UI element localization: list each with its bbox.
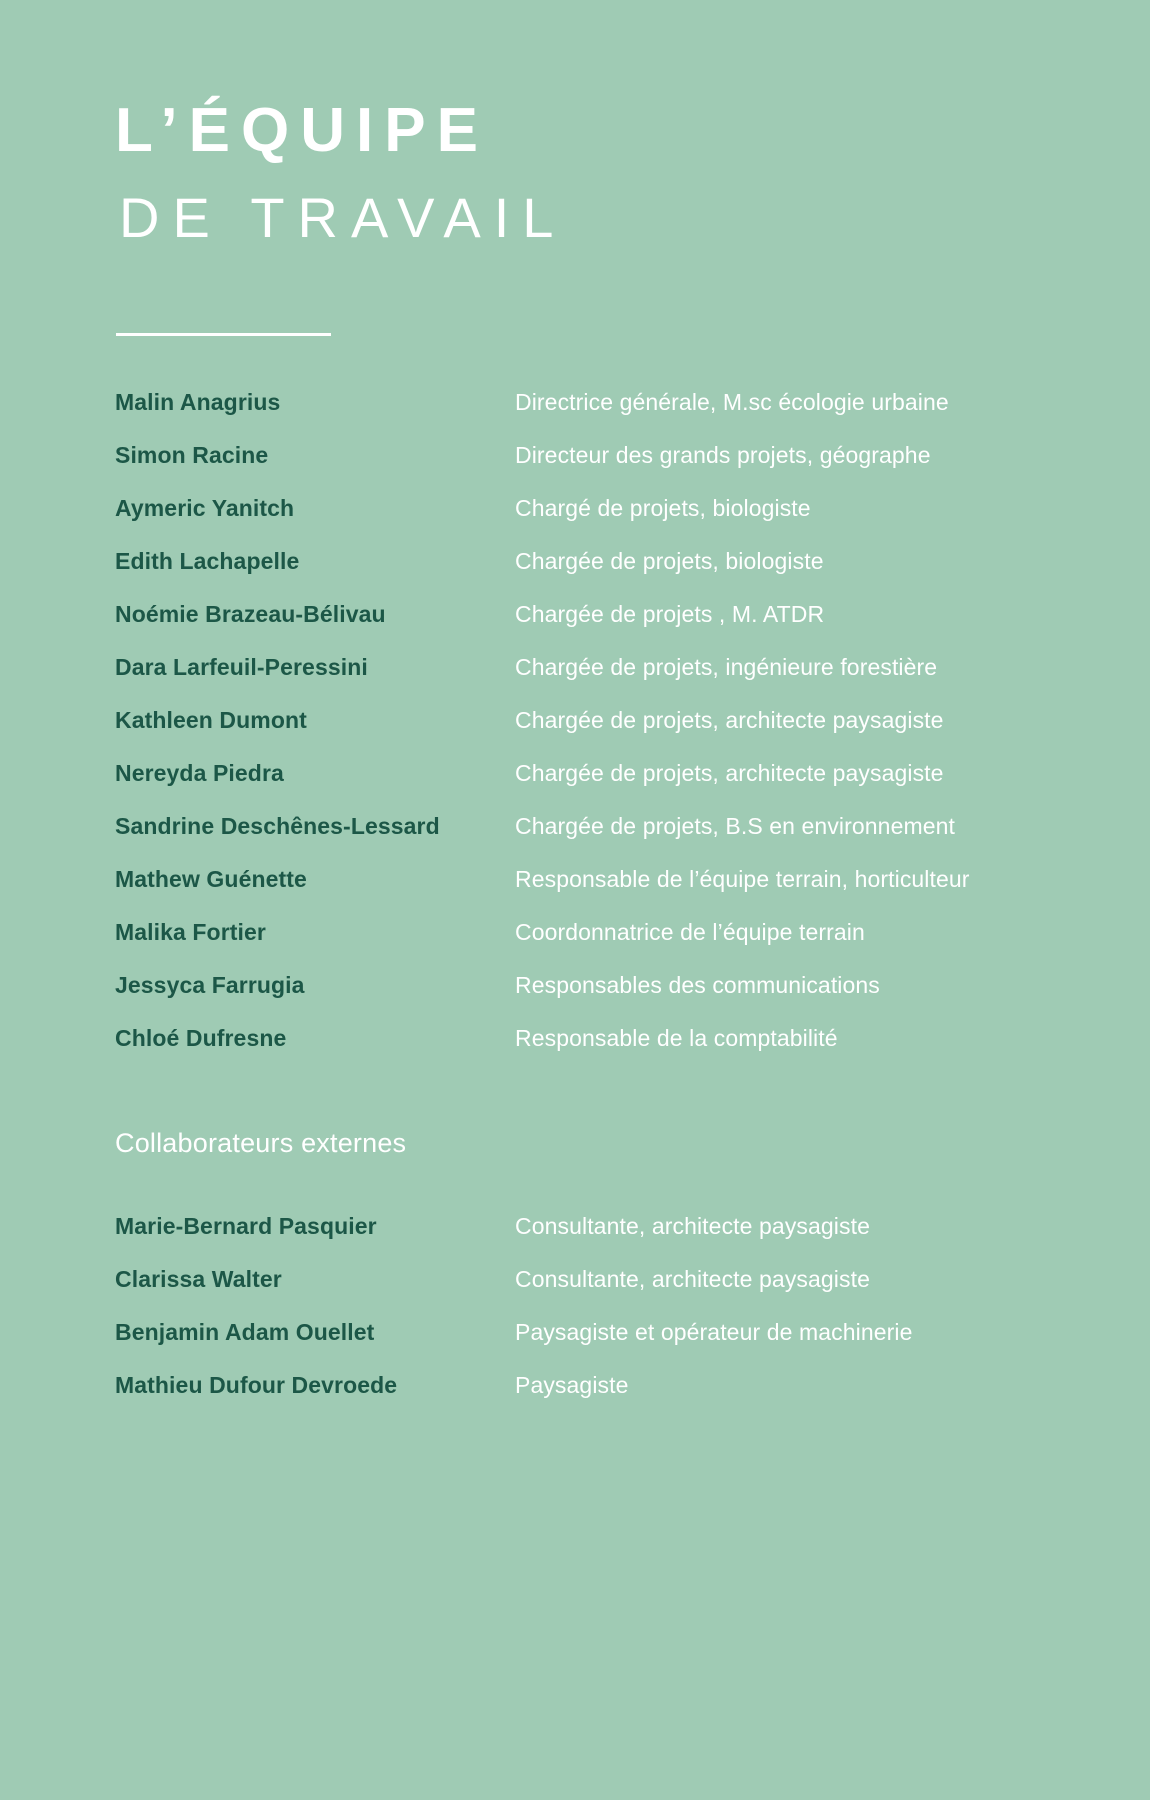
member-name: Nereyda Piedra — [115, 760, 284, 787]
member-role: Directrice générale, M.sc écologie urbaine — [515, 389, 949, 416]
list-item — [115, 1372, 1150, 1425]
list-item — [115, 813, 1150, 866]
page-title — [115, 0, 1150, 253]
member-name: Mathew Guénette — [115, 866, 307, 893]
list-item — [115, 495, 1150, 548]
list-item — [115, 919, 1150, 972]
member-name: Dara Larfeuil-Peressini — [115, 654, 368, 681]
list-item — [115, 1266, 1150, 1319]
member-role: Coordonnatrice de l’équipe terrain — [515, 919, 865, 946]
member-role: Paysagiste — [515, 1372, 629, 1399]
member-role: Consultante, architecte paysagiste — [515, 1213, 870, 1240]
member-role: Responsable de l’équipe terrain, horticulteur — [515, 866, 970, 893]
member-role: Chargée de projets , M. ATDR — [515, 601, 825, 628]
member-name: Marie-Bernard Pasquier — [115, 1213, 377, 1240]
list-item — [115, 548, 1150, 601]
title-subtitle: DE TRAVAIL — [119, 186, 567, 250]
member-role: Chargée de projets, ingénieure forestière — [515, 654, 938, 681]
list-item — [115, 654, 1150, 707]
member-role: Consultante, architecte paysagiste — [515, 1266, 870, 1293]
member-role: Chargée de projets, B.S en environnement — [515, 813, 955, 840]
title-divider — [116, 333, 331, 336]
list-item — [115, 1025, 1150, 1078]
member-role: Chargé de projets, biologiste — [515, 495, 811, 522]
list-item — [115, 389, 1150, 442]
list-item — [115, 707, 1150, 760]
list-item — [115, 601, 1150, 654]
member-name: Mathieu Dufour Devroede — [115, 1372, 398, 1399]
list-item — [115, 760, 1150, 813]
list-item — [115, 442, 1150, 495]
member-role: Responsable de la comptabilité — [515, 1025, 838, 1052]
member-name: Malika Fortier — [115, 919, 266, 946]
section-heading-external-collaborators: Collaborateurs externes — [115, 1128, 407, 1159]
member-name: Simon Racine — [115, 442, 269, 469]
member-role: Responsables des communications — [515, 972, 880, 999]
list-item — [115, 972, 1150, 1025]
member-name: Malin Anagrius — [115, 389, 281, 416]
title-main: L’ÉQUIPE — [115, 96, 489, 165]
member-role: Chargée de projets, architecte paysagiste — [515, 760, 944, 787]
external-collaborator-list — [115, 1213, 1150, 1425]
list-item — [115, 1213, 1150, 1266]
member-name: Jessyca Farrugia — [115, 972, 305, 999]
member-role: Directeur des grands projets, géographe — [515, 442, 931, 469]
member-name: Noémie Brazeau-Bélivau — [115, 601, 386, 628]
member-name: Aymeric Yanitch — [115, 495, 295, 522]
member-role: Chargée de projets, architecte paysagiste — [515, 707, 944, 734]
team-member-list — [115, 389, 1150, 1078]
member-name: Benjamin Adam Ouellet — [115, 1319, 375, 1346]
member-name: Clarissa Walter — [115, 1266, 282, 1293]
member-name: Edith Lachapelle — [115, 548, 300, 575]
member-role: Chargée de projets, biologiste — [515, 548, 824, 575]
member-role: Paysagiste et opérateur de machinerie — [515, 1319, 913, 1346]
list-item — [115, 1319, 1150, 1372]
member-name: Chloé Dufresne — [115, 1025, 287, 1052]
member-name: Kathleen Dumont — [115, 707, 307, 734]
member-name: Sandrine Deschênes-Lessard — [115, 813, 440, 840]
list-item — [115, 866, 1150, 919]
